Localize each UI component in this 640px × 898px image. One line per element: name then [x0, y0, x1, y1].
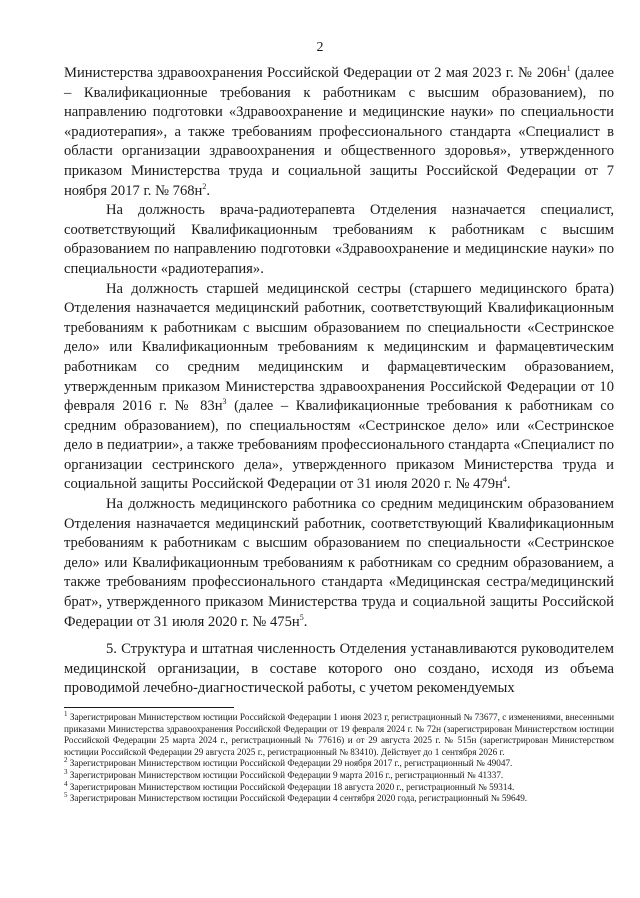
paragraph-medical-worker: На должность медицинского работника со средним медицинским образованием Отделения назначается медицинский работник, соответствующий Квалификационным требованиям к работникам с высшим образованием по специальности «Сестринское дело» или Квалификационным требованиям к работникам со средним образованием, а также требованиям профессионального стандарта «Медицинская сестра/медицинский брат», утвержденного приказом Министерства труда и социальной защиты Российской Федерации от 31 июля 2020 г. № $475н^5$.: [64, 496, 614, 630]
page-number: 2: [316, 40, 324, 55]
footnote-ref[interactable]: 1: [566, 64, 571, 74]
footnote-item: $^4$ Зарегистрирован Министерством юстиции Российской Федерации 18 августа 2020 г., регистрационный № 59314.: [64, 779, 515, 792]
footnote-separator: [64, 707, 234, 708]
footnotes: [64, 709, 614, 805]
footnote-ref[interactable]: 3: [222, 397, 227, 407]
paragraph-senior-nurse: На должность старшей медицинской сестры (старшего медицинского брата) Отделения назначается медицинский работник, соответствующий Квалификационным требованиям к работникам с высшим образованием по специальности «Сестринское дело» или Квалификационным требованиям к медицинским и фармацевтическим работникам со средним медицинским и фармацевтическим образованием, утвержденным приказом Министерства здравоохранения Российской Федерации от 10 февраля 2016 г. № $83н^3$ (далее – Квалификационные требования к работникам со средним образованием), по специальностям «Сестринское дело» или «Сестринское дело в педиатрии», а также требованиям профессионального стандарта «Специалист по организации сестринского дела», утвержденного приказом Министерства труда и социальной защиты Российской Федерации от 31 июля 2020 г. № $479н^4$.: [64, 280, 614, 493]
footnote-ref[interactable]: 2: [202, 181, 207, 191]
footnote-ref[interactable]: 4: [502, 475, 507, 485]
document-body: [64, 64, 614, 699]
footnote-item: $^5$ Зарегистрирован Министерством юстиции Российской Федерации 4 сентября 2020 года, регистрационный № 59649.: [64, 791, 528, 804]
footnote-item: $^2$ Зарегистрирован Министерством юстиции Российской Федерации 29 ноября 2017 г., регистрационный № 49047.: [64, 756, 513, 769]
paragraph-radiotherapist: На должность врача-радиотерапевта Отделения назначается специалист, соответствующий Квалификационным требованиям к работникам с высшим образованием по направлению подготовки «Здравоохранение и медицинские науки» по специальности «радиотерапия».: [64, 202, 614, 277]
footnote-ref[interactable]: 5: [299, 612, 304, 622]
footnote-item: $^3$ Зарегистрирован Министерством юстиции Российской Федерации 9 марта 2016 г., регистрационный № 41337.: [64, 767, 504, 780]
paragraph-continuation: Министерства здравоохранения Российской Федерации от 2 мая 2023 г. № $206н^1$ (далее – Квалификационные требования к работникам с высшим образованием), по направлению подготовки «Здравоохранение и медицинские науки» по специальности «радиотерапия», а также требованиям профессионального стандарта «Специалист в области организации здравоохранения и общественного здоровья», утвержденного приказом Министерства труда и социальной защиты Российской Федерации от 7 ноября 2017 г. № $768н^2$.: [64, 64, 614, 199]
paragraph-structure: 5. Структура и штатная численность Отделения устанавливаются руководителем медицинской организации, в составе которого оно создано, исходя из объема проводимой лечебно-диагностической работы, с учетом рекомендуемых: [64, 641, 614, 697]
footnote-item: $^1$ Зарегистрирован Министерством юстиции Российской Федерации 1 июня 2023 г, регистрационный № 73677, с изменениями, внесенными приказами Министерства здравоохранения Российской Федерации от 19 февраля 2024 г. № 72н (зарегистрирован Министерством юстиции Российской Федерации 25 марта 2024 г., регистрационный № 77616) и от 29 августа 2025 г. № 515н (зарегистрирован Министерством юстиции Российской Федерации 29 августа 2025 г., регистрационный № 83410). Действует до 1 сентября 2026 г.: [64, 709, 614, 757]
